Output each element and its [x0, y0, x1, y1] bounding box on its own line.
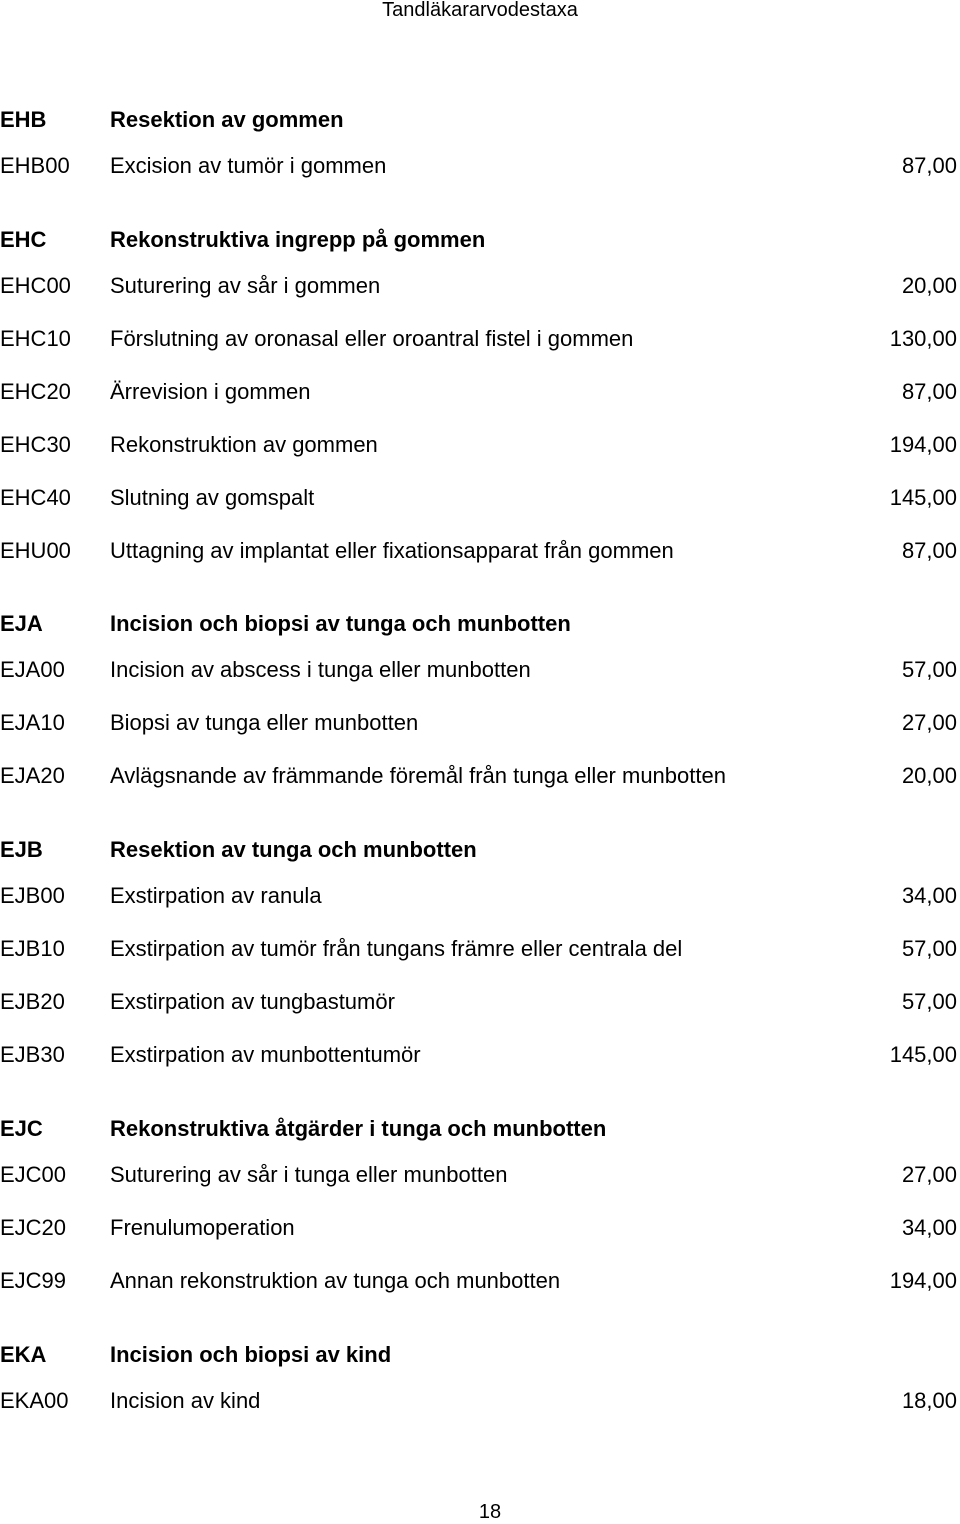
procedure-description: Avlägsnande av främmande föremål från tunga eller munbotten [110, 763, 726, 788]
procedure-code: EJB20 [0, 989, 65, 1014]
fee-row [0, 762, 960, 790]
section-ejb [0, 836, 960, 1067]
procedure-code: EHC10 [0, 326, 71, 351]
procedure-description: Excision av tumör i gommen [110, 153, 387, 178]
procedure-description: Rekonstruktion av gommen [110, 432, 378, 457]
procedure-code: EJC20 [0, 1215, 67, 1240]
section-heading [0, 1115, 960, 1143]
fee-row [0, 378, 960, 406]
section-heading [0, 1341, 960, 1369]
fee-row [0, 1387, 960, 1415]
fee-row [0, 537, 960, 565]
procedure-description: Exstirpation av tungbastumör [110, 989, 395, 1014]
procedure-fee: 130,00 [889, 326, 957, 351]
page-number: 18 [478, 1501, 502, 1523]
procedure-fee: 20,00 [901, 763, 957, 788]
procedure-fee: 34,00 [901, 1215, 957, 1240]
section-code: EKA [0, 1342, 47, 1367]
procedure-code: EJB10 [0, 936, 65, 961]
fee-row [0, 709, 960, 737]
procedure-fee: 27,00 [901, 710, 957, 735]
fee-row [0, 882, 960, 910]
procedure-code: EHB00 [0, 153, 70, 178]
procedure-description: Incision av abscess i tunga eller munbotten [110, 657, 531, 682]
fee-row [0, 988, 960, 1016]
fee-row [0, 152, 960, 180]
section-ehb [0, 106, 960, 178]
procedure-code: EHC20 [0, 379, 71, 404]
procedure-fee: 18,00 [901, 1388, 957, 1413]
section-title: Resektion av tunga och munbotten [110, 837, 477, 862]
section-title: Rekonstruktiva åtgärder i tunga och munbotten [110, 1116, 607, 1141]
procedure-code: EJC00 [0, 1162, 67, 1187]
section-title: Incision och biopsi av tunga och munbotten [110, 611, 571, 636]
page-header: Tandläkararvodestaxa [382, 0, 578, 21]
procedure-fee: 87,00 [901, 538, 957, 563]
procedure-description: Suturering av sår i tunga eller munbotten [110, 1162, 508, 1187]
procedure-fee: 87,00 [901, 379, 957, 404]
procedure-description: Annan rekonstruktion av tunga och munbotten [110, 1268, 561, 1293]
procedure-description: Biopsi av tunga eller munbotten [110, 710, 419, 735]
procedure-description: Exstirpation av munbottentumör [110, 1042, 421, 1067]
section-title: Resektion av gommen [110, 107, 344, 132]
procedure-code: EJC99 [0, 1268, 67, 1293]
section-code: EJB [0, 837, 43, 862]
fee-row [0, 1214, 960, 1242]
fee-row [0, 325, 960, 353]
procedure-fee: 34,00 [901, 883, 957, 908]
fee-row [0, 1041, 960, 1069]
section-title: Rekonstruktiva ingrepp på gommen [110, 227, 486, 252]
fee-row [0, 1267, 960, 1295]
procedure-description: Ärrevision i gommen [110, 379, 311, 404]
procedure-fee: 194,00 [889, 1268, 957, 1293]
procedure-fee: 145,00 [889, 485, 957, 510]
procedure-code: EJA00 [0, 657, 65, 682]
fee-row [0, 484, 960, 512]
procedure-description: Exstirpation av tumör från tungans främre eller centrala del [110, 936, 683, 961]
procedure-code: EHC40 [0, 485, 71, 510]
section-code: EHB [0, 107, 47, 132]
procedure-code: EJB30 [0, 1042, 65, 1067]
procedure-code: EHC30 [0, 432, 71, 457]
section-eka [0, 1341, 960, 1413]
section-heading [0, 610, 960, 638]
procedure-fee: 20,00 [901, 273, 957, 298]
procedure-description: Exstirpation av ranula [110, 883, 322, 908]
procedure-code: EJA10 [0, 710, 65, 735]
section-code: EHC [0, 227, 47, 252]
procedure-code: EJB00 [0, 883, 65, 908]
fee-row [0, 1161, 960, 1189]
fee-row [0, 272, 960, 300]
procedure-description: Slutning av gomspalt [110, 485, 315, 510]
section-code: EJA [0, 611, 43, 636]
procedure-description: Suturering av sår i gommen [110, 273, 381, 298]
procedure-fee: 194,00 [889, 432, 957, 457]
section-heading [0, 226, 960, 254]
procedure-code: EHU00 [0, 538, 71, 563]
section-heading [0, 106, 960, 134]
section-ehc [0, 226, 960, 563]
procedure-fee: 57,00 [901, 989, 957, 1014]
procedure-code: EHC00 [0, 273, 71, 298]
section-ejc [0, 1115, 960, 1293]
section-heading [0, 836, 960, 864]
procedure-fee: 87,00 [901, 153, 957, 178]
procedure-description: Uttagning av implantat eller fixationsapparat från gommen [110, 538, 674, 563]
procedure-code: EKA00 [0, 1388, 69, 1413]
fee-row [0, 431, 960, 459]
fee-row [0, 935, 960, 963]
procedure-description: Förslutning av oronasal eller oroantral fistel i gommen [110, 326, 634, 351]
section-title: Incision och biopsi av kind [110, 1342, 392, 1367]
section-code: EJC [0, 1116, 43, 1141]
fee-row [0, 656, 960, 684]
procedure-code: EJA20 [0, 763, 65, 788]
procedure-fee: 27,00 [901, 1162, 957, 1187]
section-eja [0, 610, 960, 788]
procedure-fee: 57,00 [901, 657, 957, 682]
procedure-fee: 57,00 [901, 936, 957, 961]
procedure-fee: 145,00 [889, 1042, 957, 1067]
procedure-description: Incision av kind [110, 1388, 261, 1413]
procedure-description: Frenulumoperation [110, 1215, 295, 1240]
